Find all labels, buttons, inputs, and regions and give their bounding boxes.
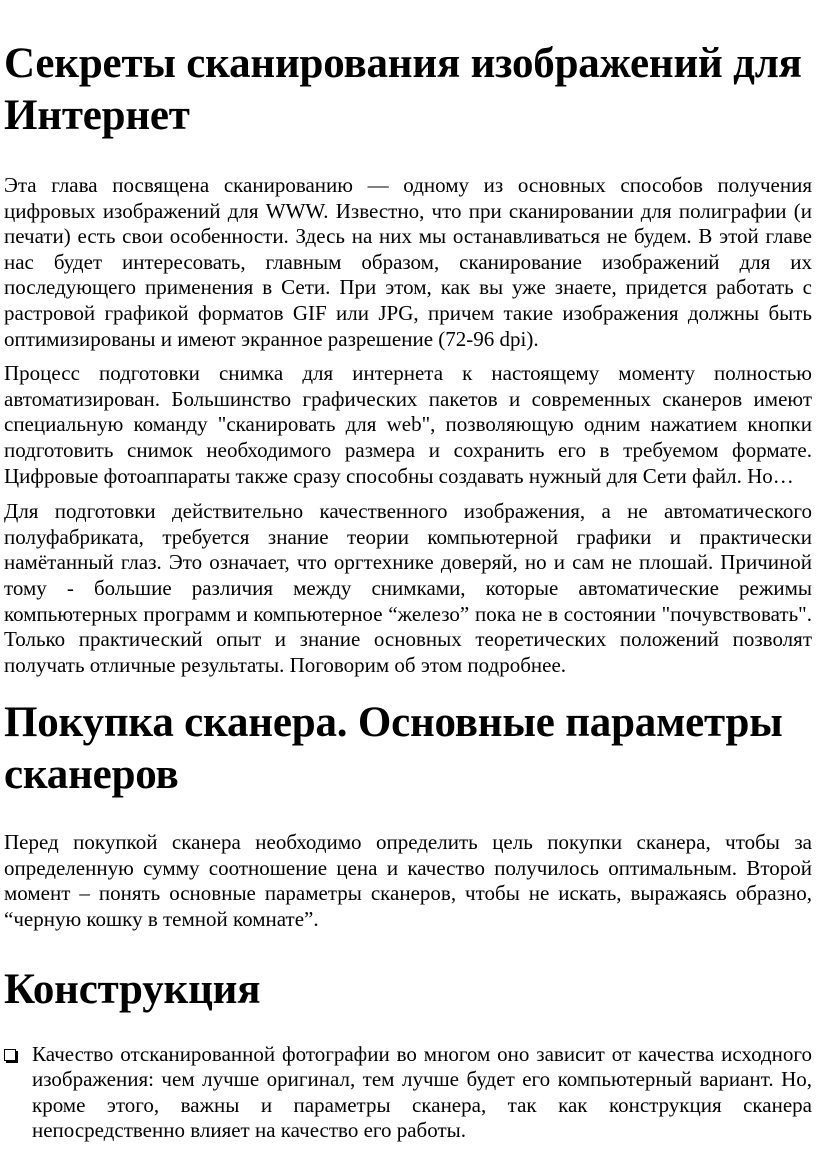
checkbox-bullet-icon — [4, 1042, 32, 1144]
quality-paragraph: Для подготовки действительно качественного изображения, а не автоматического полуфабриката, требуется знание теории компьютерной графики и практически намётанный глаз. Это означает, что оргтехнике доверяй, но и сам не плошай. Причиной тому - большие различия между снимками, которые автоматические режимы компьютерных программ и компьютерное “железо” пока не в состоянии "почувствовать". Только практический опыт и знание основных теоретических положений позволят получать отличные результаты. Поговорим об этом подробнее. — [4, 499, 812, 677]
purchase-paragraph: Перед покупкой сканера необходимо определить цель покупки сканера, чтобы за определенную сумму соотношение цена и качество получилось оптимальным. Второй момент – понять основные параметры сканеров, чтобы не искать, выражаясь образно, “черную кошку в темной комнате”. — [4, 830, 812, 932]
intro-paragraph: Эта глава посвящена сканированию — одному из основных способов получения цифровых изображений для WWW. Известно, что при сканировании для полиграфии (и печати) есть свои особенности. Здесь на них мы останавливаться не будем. В этой главе нас будет интересовать, главным образом, сканирование изображений для их последующего применения в Сети. При этом, как вы уже знаете, придется работать с растровой графикой форматов GIF или JPG, причем такие изображения должны быть оптимизированы и имеют экранное разрешение (72-96 dpi). — [4, 173, 812, 351]
main-heading: Секреты сканирования изображений для Интернет — [4, 40, 802, 139]
automation-paragraph: Процесс подготовки снимка для интернета к настоящему моменту полностью автоматизирован. Большинство графических пакетов и современных сканеров имеют специальную команду "сканировать для web", позволяющую одним нажатием кнопки подготовить снимок необходимого размера и сохранить его в требуемом формате. Цифровые фотоаппараты также сразу способны создавать нужный для Сети файл. Но… — [4, 361, 812, 488]
scanner-purchase-heading: Покупка сканера. Основные параметры сканеров — [4, 699, 783, 799]
construction-heading: Конструкция — [4, 965, 261, 1013]
bullet-text: Качество отсканированной фотографии во многом оно зависит от качества исходного изображения: чем лучше оригинал, тем лучше будет его компьютерный вариант. Но, кроме этого, важны и параметры сканера, так как конструкция сканера непосредственно влияет на качество его работы. — [32, 1041, 812, 1143]
bullet-list-item — [4, 1042, 812, 1144]
